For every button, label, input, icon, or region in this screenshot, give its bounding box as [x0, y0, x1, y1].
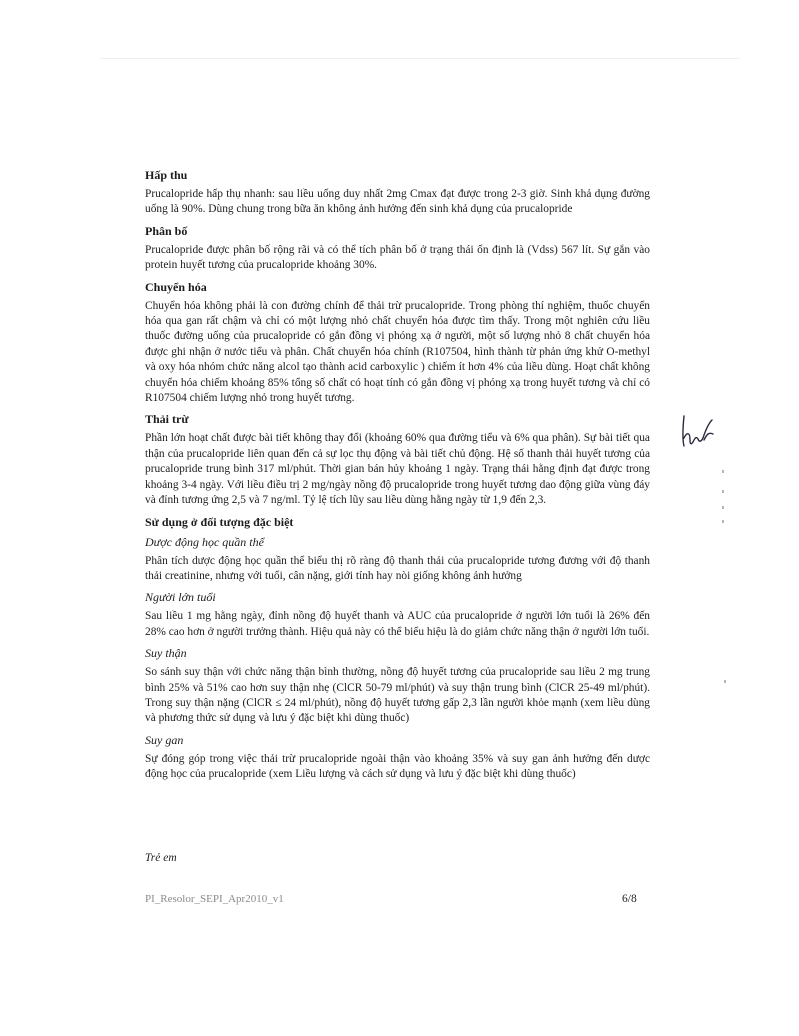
heading-chuyen-hoa: Chuyển hóa	[145, 279, 207, 294]
handwritten-signature	[678, 412, 718, 452]
document-body	[145, 167, 650, 788]
heading-hap-thu: Hấp thu	[145, 168, 188, 182]
heading-su-dung-doi-tuong-dac-biet: Sử dụng ở đối tượng đặc biệt	[145, 514, 294, 529]
heading-phan-bo: Phân bố	[145, 223, 188, 238]
footer-page-number: 6/8	[622, 893, 637, 905]
paragraph-chuyen-hoa: Chuyển hóa không phải là con đường chính để thải trừ prucalopride. Trong phòng thí nghiệm, thuốc chuyển hóa qua gan rất chậm và chỉ có một lượng nhỏ chất chuyển hóa được tìm thấy. Trong một nghiên cứu liều thuốc đường uống của prucalopride có gắn đồng vị phóng xạ ở người, một số lượng nhỏ 8 chất chuyển hóa được ghi nhận ở nước tiểu và phân. Chất chuyển hóa chính (R107504, hình thành từ phản ứng khử O-methyl và oxy hóa nhóm chức năng alcol tạo thành acid carboxylic ) chiếm ít hơn 4% của liều dùng. Hoạt chất không chuyển hóa chiếm khoảng 85% tổng số chất có hoạt tính có gắn đồng vị phóng xạ trong huyết tương và chỉ có R107504 chiếm lượng nhỏ trong huyết tương.	[145, 299, 650, 405]
heading-tre-em: Trẻ em	[145, 852, 177, 864]
heading-suy-than: Suy thận	[145, 646, 187, 661]
paragraph-suy-gan: Sự đóng góp trong việc thải trừ prucalopride ngoài thận vào khoảng 35% và suy gan ảnh hưởng đến dược động học của prucalopride (xem Liều lượng và cách sử dụng và lưu ý đặc biệt khi dùng thuốc)	[145, 752, 650, 781]
paragraph-duoc-dong-hoc: Phân tích dược động học quần thể biểu thị rõ ràng độ thanh thải của prucalopride tương đương với độ thanh thải creatinine, nhưng với tuổi, cân nặng, giới tính hay nòi giống không ảnh hưởng	[145, 554, 650, 582]
paragraph-thai-tru: Phần lớn hoạt chất được bài tiết không thay đổi (khoảng 60% qua đường tiểu và 6% qua phân). Sự bài tiết qua thận của prucalopride liên quan đến cả sự lọc thụ động và bài tiết chủ động. Hệ số thanh thải huyết tương của prucalopride trung bình 317 ml/phút. Thời gian bán hủy khoảng 1 ngày. Trạng thái hằng định đạt được trong khoảng 3-4 ngày. Với liều điều trị 2 mg/ngày nồng độ prucalopride trong huyết tương dao động giữa vùng đáy và đỉnh tương ứng 2,5 và 7 ng/ml. Tỷ lệ tích lũy sau liều dùng hằng ngày từ 1,9 đến 2,3.	[145, 432, 650, 507]
heading-nguoi-lon-tuoi: Người lớn tuổi	[145, 590, 216, 605]
heading-thai-tru: Thải trừ	[145, 412, 189, 427]
paragraph-phan-bo: Prucalopride được phân bố rộng rãi và có thể tích phân bố ở trạng thái ổn định là (Vdss) 567 lít. Sự gắn vào protein huyết tương của prucalopride khoảng 30%.	[145, 243, 650, 272]
heading-duoc-dong-hoc: Dược động học quần thể	[145, 534, 264, 549]
paragraph-suy-than: So sánh suy thận với chức năng thận bình thường, nồng độ huyết tương của prucalopride sau liều 2 mg trung bình 25% và 51% cao hơn suy thận nhẹ (ClCR 50-79 ml/phút) và suy thận trung bình (ClCR 25-49 ml/phút). Trong suy thận nặng (ClCR ≤ 24 ml/phút), nồng độ huyết tương gấp 2,3 lần người khỏe mạnh (xem liều dùng và phương thức sử dụng và lưu ý đặc biệt khi dùng thuốc)	[145, 666, 650, 725]
footer-document-id: PI_Resolor_SEPI_Apr2010_v1	[145, 893, 284, 905]
heading-suy-gan: Suy gan	[145, 732, 184, 747]
scan-artifact-line	[100, 58, 740, 59]
paragraph-hap-thu: Prucalopride hấp thụ nhanh: sau liều uống duy nhất 2mg Cmax đạt được trong 2-3 giờ. Sinh khả dụng đường uống là 90%. Dùng chung trong bữa ăn không ảnh hưởng đến sinh khả dụng của prucalopride	[145, 188, 650, 216]
paragraph-nguoi-lon-tuoi: Sau liều 1 mg hằng ngày, đỉnh nồng độ huyết thanh và AUC của prucalopride ở người lớn tuổi là 26% đến 28% cao hơn ở người trưởng thành. Hiệu quả này có thể biểu hiệu là do giảm chức năng thận ở người lớn tuổi.	[145, 610, 650, 638]
